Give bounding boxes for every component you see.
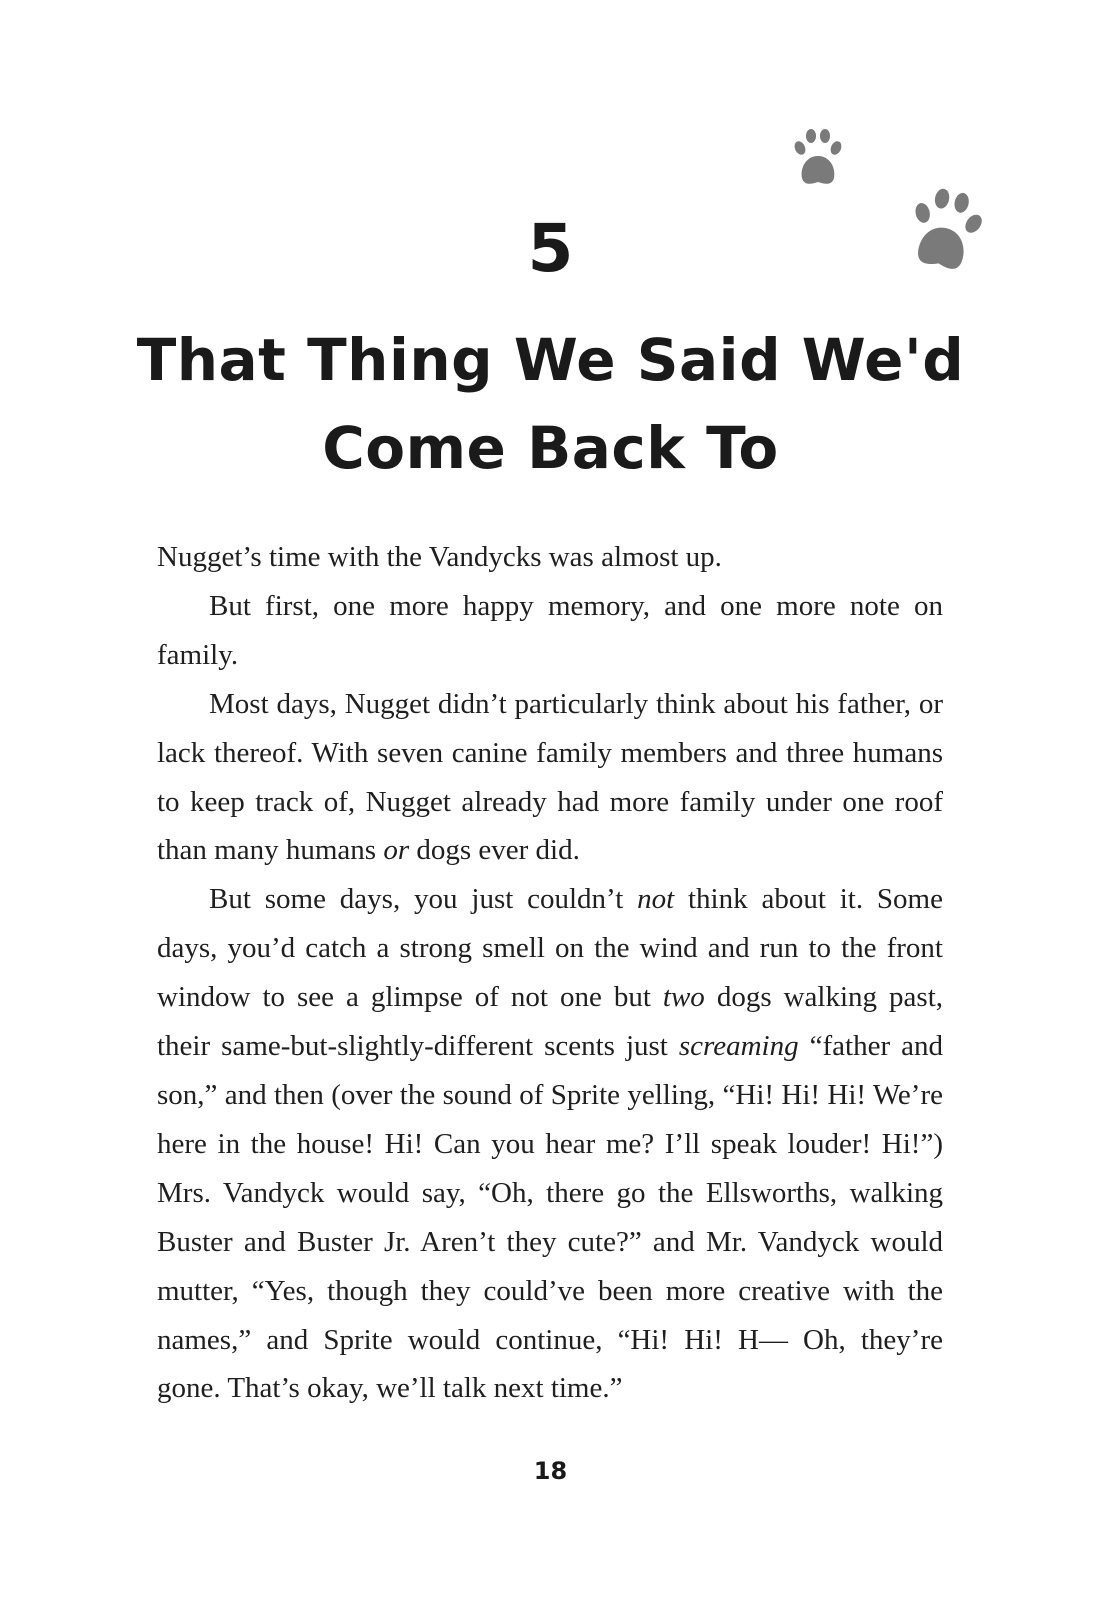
paragraph-text: Most days, Nugget didn’t particularly think about his father, or lack thereof. With seven canine family members and three humans to keep track of, Nugget already had more family under one roof than many humans <box>157 687 943 867</box>
paragraph <box>157 680 943 876</box>
emphasis-text: not <box>637 883 675 916</box>
paragraph: But first, one more happy memory, and one more note on family. <box>157 589 943 671</box>
paragraph <box>157 875 943 1413</box>
paragraph-text: dogs walking past, their same-but-slightly-different scents just <box>157 981 943 1063</box>
paragraph-text: “father and son,” and then (over the sound of Sprite yelling, “Hi! Hi! Hi! We’re here in the house! Hi! Can you hear me? I’ll speak louder! Hi!”) Mrs. Vandyck would say, “Oh, there go the Ellsworths, walking Buster and Buster Jr. Aren’t they cute?” and Mr. Vandyck would mutter, “Yes, though they could’ve been more creative with the names,” and Sprite would continue, “Hi! Hi! H— Oh, they’re gone. That’s okay, we’ll talk next time.” <box>157 1030 943 1405</box>
paw-print-icon <box>792 128 844 192</box>
page-number: 18 <box>533 1457 568 1485</box>
paragraph-text: dogs ever did. <box>409 834 580 867</box>
chapter-title: That Thing We Said We'd Come Back To <box>136 326 965 482</box>
emphasis-text: or <box>383 834 410 867</box>
paragraph-text: But some days, you just couldn’t <box>209 883 638 916</box>
emphasis-text: screaming <box>678 1030 799 1063</box>
chapter-body <box>157 533 943 1413</box>
paragraph: Nugget’s time with the Vandycks was almost up. <box>157 541 722 573</box>
emphasis-text: two <box>662 981 705 1014</box>
paragraph-text: think about it. Some days, you’d catch a strong smell on the wind and run to the front window to see a glimpse of not one but <box>157 883 943 1014</box>
chapter-number: 5 <box>527 210 574 287</box>
